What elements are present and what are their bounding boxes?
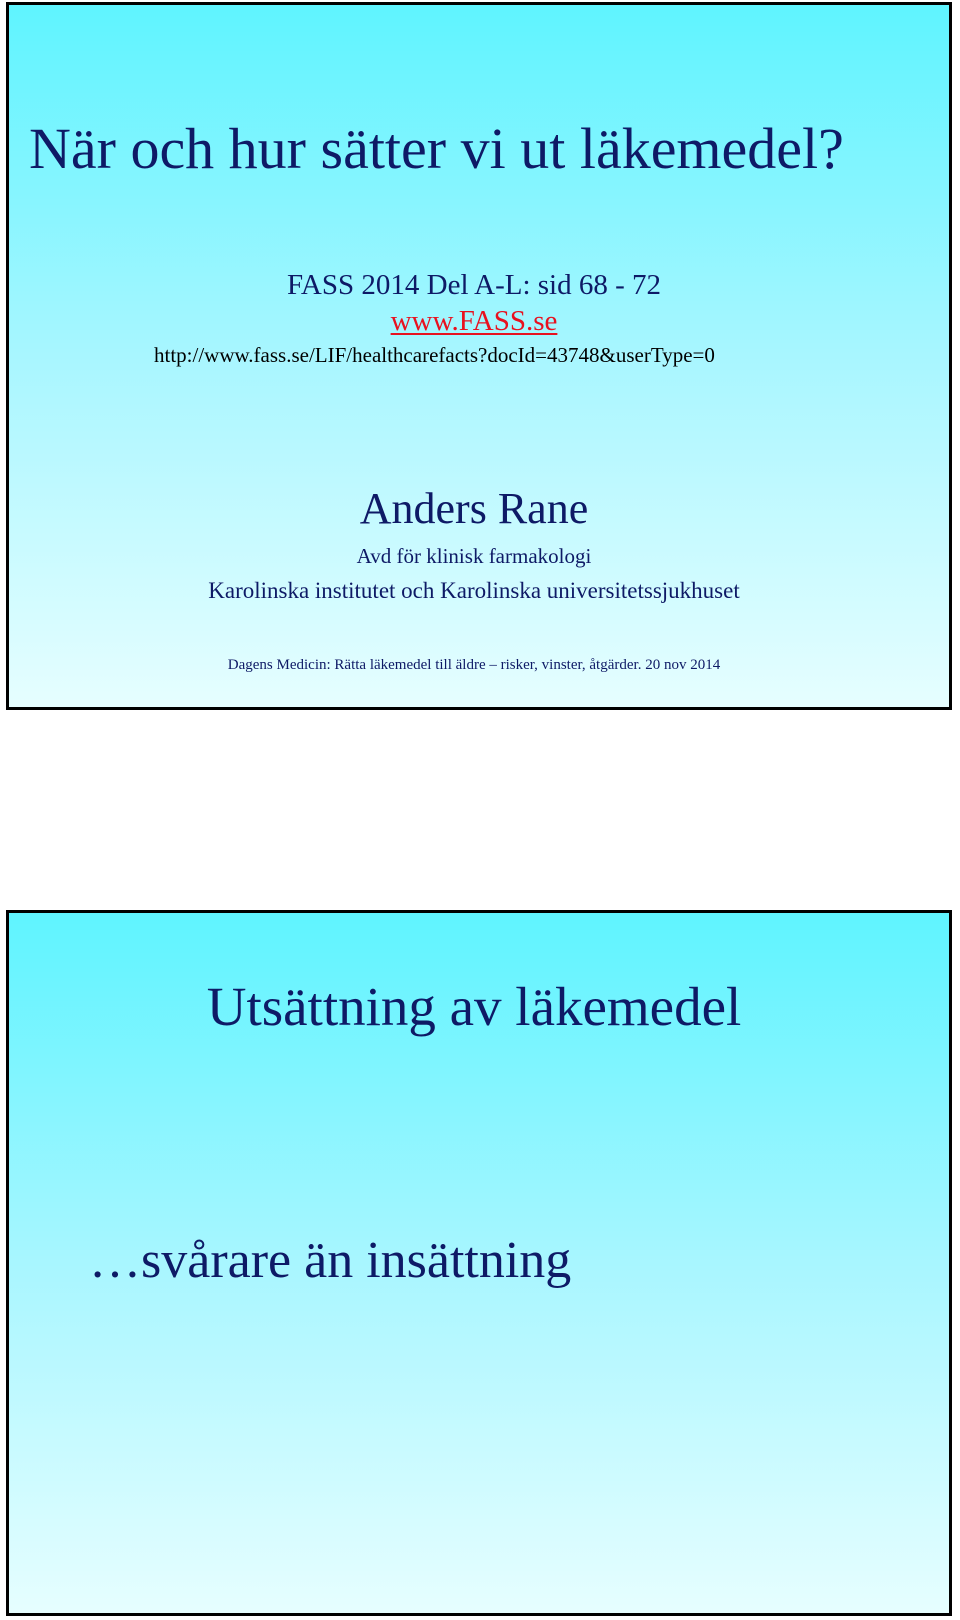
- slide-footer: Dagens Medicin: Rätta läkemedel till äldre – risker, vinster, åtgärder. 20 nov 2014: [227, 657, 721, 673]
- slide-title: Utsättning av läkemedel: [206, 976, 742, 1037]
- slide-title: När och hur sätter vi ut läkemedel?: [29, 116, 844, 181]
- department: Avd för klinisk farmakologi: [356, 544, 592, 568]
- fass-reference: FASS 2014 Del A-L: sid 68 - 72: [286, 269, 662, 301]
- slide-2: [6, 910, 952, 1616]
- author-name: Anders Rane: [359, 484, 589, 533]
- slide-subtitle: …svårare än insättning: [89, 1232, 572, 1289]
- fass-link[interactable]: www.FASS.se: [390, 305, 558, 337]
- fass-url[interactable]: http://www.fass.se/LIF/healthcarefacts?docId=43748&userType=0: [154, 343, 715, 367]
- institution: Karolinska institutet och Karolinska universitetssjukhuset: [208, 578, 740, 603]
- slide-1: [6, 2, 952, 710]
